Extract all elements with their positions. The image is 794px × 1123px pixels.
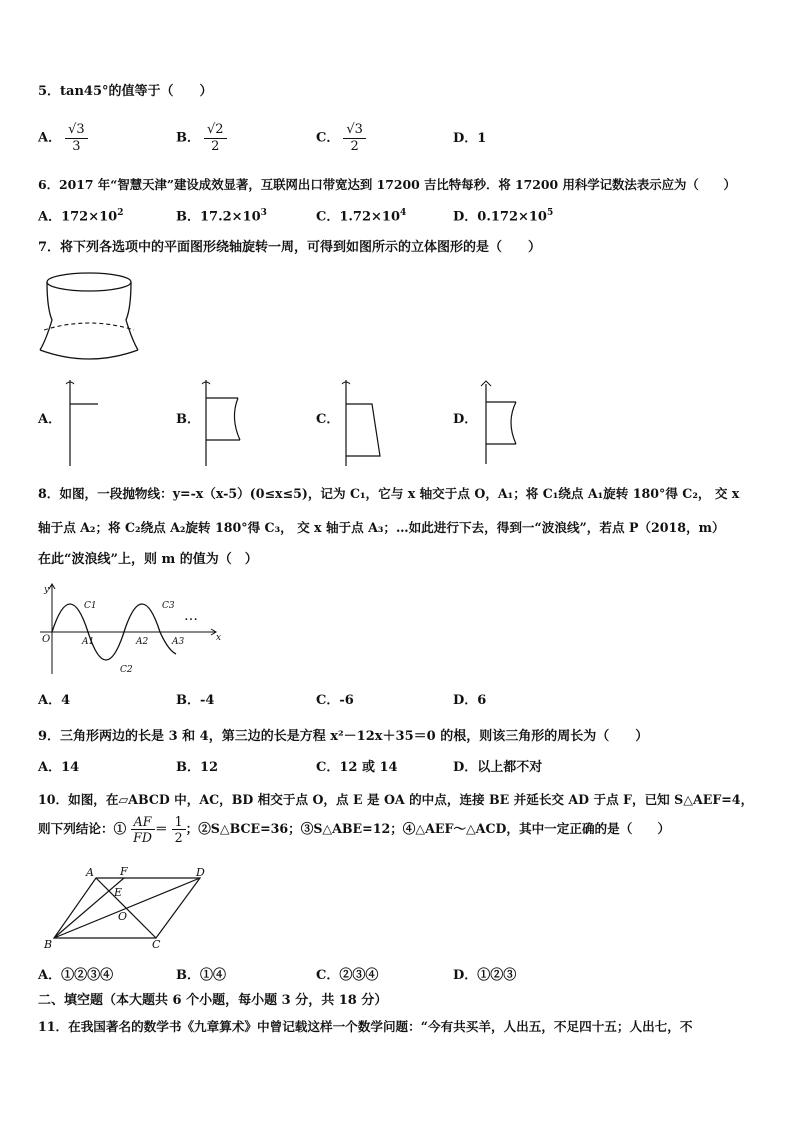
question-5-stem: 5．tan45°的值等于（ ） xyxy=(38,84,213,99)
q8-option-c: C．-6 xyxy=(316,693,354,708)
question-8-line-1: 8．如图，一段抛物线：y=-x（x-5）(0≤x≤5)，记为 C₁，它与 x 轴交于点 O，A₁；将 C₁绕点 A₁旋转 180°得 C₂， 交 x xyxy=(38,486,740,501)
q8-graph-c2-label: C2 xyxy=(120,665,133,675)
question-10-line-2: 则下列结论：① $\frac{AF}{FD}$ ＝ $\frac{1}{2}$ ；②S△BCE=36；③S△ABE=12；④△AEF～△ACD，其中一定正确的是（ ） xyxy=(38,814,671,846)
q7-option-b-figure xyxy=(196,378,256,468)
q8-graph-y-label: y xyxy=(44,585,50,595)
q8-option-a: A．4 xyxy=(38,693,71,708)
q6-option-d: D．$0.172\times 10^5$ xyxy=(453,208,554,225)
q7-solid-figure xyxy=(30,268,150,368)
q9-option-a: A．14 xyxy=(38,760,80,775)
q10-label-b: B xyxy=(44,938,53,951)
question-8-line-3: 在此“波浪线”上，则 m 的值为（ ） xyxy=(38,552,258,567)
q10-parallelogram-figure xyxy=(40,862,220,952)
q10-label-c: C xyxy=(152,938,161,951)
question-11-stem: 11．在我国著名的数学书《九章算术》中曾记载这样一个数学问题：“今有共买羊，人出五，不足四十五；人出七，不 xyxy=(38,1019,693,1034)
section-2-heading: 二、填空题（本大题共 6 个小题，每小题 3 分，共 18 分） xyxy=(38,993,388,1008)
q8-graph-a2-label: A2 xyxy=(136,637,149,647)
q7-option-c-label: C． xyxy=(316,412,340,427)
q8-graph-x-label: x xyxy=(216,633,222,643)
question-10-line-1: 10．如图，在▱ABCD 中，AC，BD 相交于点 O，点 E 是 OA 的中点，连接 BE 并延长交 AD 于点 F，已知 S△AEF=4， xyxy=(38,792,754,807)
question-9-stem: 9．三角形两边的长是 3 和 4，第三边的长是方程 x²－12x＋35＝0 的根，则该三角形的周长为（ ） xyxy=(38,729,649,744)
question-7-stem: 7．将下列各选项中的平面图形绕轴旋转一周，可得到如图所示的立体图形的是（ ） xyxy=(38,240,542,255)
q6-option-c: C．$1.72\times 10^4$ xyxy=(316,208,407,225)
q9-option-d: D．以上都不对 xyxy=(453,760,543,775)
question-6-stem: 6．2017 年“智慧天津”建设成效显著，互联网出口带宽达到 17200 吉比特每秒．将 17200 用科学记数法表示应为（ ） xyxy=(38,177,736,192)
q8-graph-c3-label: C3 xyxy=(162,601,175,611)
q8-graph-a1-label: A1 xyxy=(82,637,95,647)
q7-option-a-figure xyxy=(60,378,120,468)
q10-option-c: C．②③④ xyxy=(316,968,379,983)
q10-option-d: D．①②③ xyxy=(453,968,517,983)
q5-option-b: B． $\frac{√2}{2}$ xyxy=(176,122,227,154)
q5-option-a: A． $\frac{√3}{3}$ xyxy=(38,122,88,154)
q7-option-d-figure xyxy=(476,378,536,468)
q10-label-o: O xyxy=(118,910,128,923)
q7-option-b-label: B． xyxy=(176,412,200,427)
q9-option-c: C．12 或 14 xyxy=(316,760,398,775)
q6-option-b: B．$17.2\times 10^3$ xyxy=(176,208,267,225)
q10-label-e: E xyxy=(114,886,123,899)
q8-graph-a3-label: A3 xyxy=(172,637,185,647)
q9-option-b: B．12 xyxy=(176,760,219,775)
q8-wave-graph xyxy=(36,580,226,680)
q10-label-a: A xyxy=(86,866,94,879)
q5-option-c: C． $\frac{√3}{2}$ xyxy=(316,122,366,154)
q8-graph-ellipsis: … xyxy=(184,608,198,624)
q6-option-a: A．$172\times 10^2$ xyxy=(38,208,124,225)
q7-option-a-label: A． xyxy=(38,412,62,427)
q10-option-b: B．①④ xyxy=(176,968,227,983)
q7-option-c-figure xyxy=(336,378,396,468)
q7-option-d-label: D． xyxy=(453,412,478,427)
q10-label-d: D xyxy=(196,866,205,879)
q8-option-d: D．6 xyxy=(453,693,487,708)
q8-option-b: B．-4 xyxy=(176,693,215,708)
q5-option-d: D．1 xyxy=(453,131,487,146)
question-8-line-2: 轴于点 A₂；将 C₂绕点 A₂旋转 180°得 C₃， 交 x 轴于点 A₃；…如此进行下去，得到一“波浪线”，若点 P（2018，m） xyxy=(38,520,725,535)
q10-label-f: F xyxy=(120,865,128,878)
q10-option-a: A．①②③④ xyxy=(38,968,114,983)
q8-graph-c1-label: C1 xyxy=(84,601,97,611)
q8-graph-origin-label: O xyxy=(42,634,51,645)
